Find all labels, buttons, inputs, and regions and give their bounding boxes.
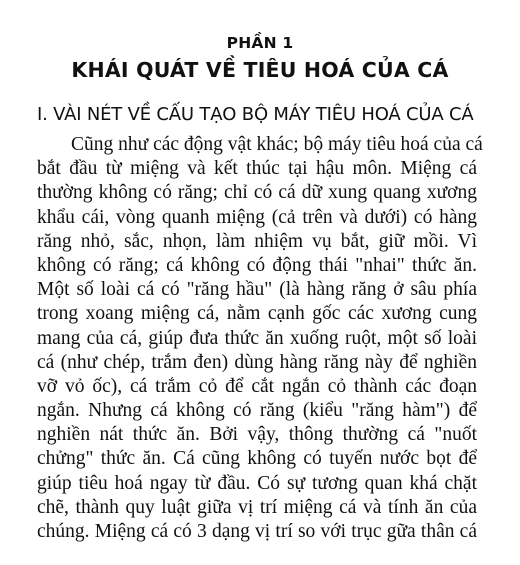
- text-line: bắt đầu từ miệng và kết thúc tại hậu môn. Miệng cá: [37, 158, 477, 180]
- section-heading: I. VÀI NÉT VỀ CẤU TẠO BỘ MÁY TIÊU HOÁ CỦA CÁ: [37, 104, 474, 125]
- text-line: răng nhỏ, sắc, nhọn, làm nhiệm vụ bắt, giữ mồi. Vì: [37, 230, 477, 252]
- text-line: thường không có răng; chỉ có cá dữ xung quang xương: [37, 182, 477, 204]
- text-line: chúng. Miệng cá có 3 dạng vị trí so với trục gữa thân cá: [37, 521, 477, 542]
- body-paragraph: [37, 133, 483, 544]
- text-line: trong xoang miệng cá, nằm cạnh gốc các xương cung: [37, 303, 477, 325]
- text-line: cá (như chép, trắm đen) dùng hàng răng này để nghiền: [37, 351, 477, 373]
- part-label: PHẦN 1: [226, 34, 294, 52]
- text-line: giúp tiêu hoá ngay từ đầu. Có sự tương quan khá chặt: [37, 472, 477, 494]
- text-line: chửng" thức ăn. Cá cũng không có tuyến nước bọt để: [37, 448, 477, 470]
- text-line: khẩu cái, vòng quanh miệng (cả trên và dưới) có hàng: [37, 206, 477, 228]
- text-line: vỡ vỏ ốc), cá trắm cỏ để cắt ngắn cỏ thành các đoạn: [37, 375, 477, 397]
- text-line: mang của cá, giúp đưa thức ăn xuống ruột, một số loài: [37, 327, 477, 349]
- part-title: KHÁI QUÁT VỀ TIÊU HOÁ CỦA CÁ: [71, 58, 449, 82]
- text-line: Một số loài cá có "răng hầu" (là hàng răng ở sâu phía: [37, 279, 477, 301]
- text-line: ngắn. Nhưng cá không có răng (kiểu "răng hàm") để: [37, 400, 477, 422]
- text-line: nghiền nát thức ăn. Bởi vậy, thông thường cá "nuốt: [37, 424, 477, 446]
- text-line: chẽ, thành quy luật giữa vị trí miệng cá và tính ăn của: [37, 496, 477, 518]
- text-line: Cũng như các động vật khác; bộ máy tiêu hoá của cá: [71, 134, 483, 155]
- text-line: không có răng; cá không có động thái "nhai" thức ăn.: [37, 254, 477, 276]
